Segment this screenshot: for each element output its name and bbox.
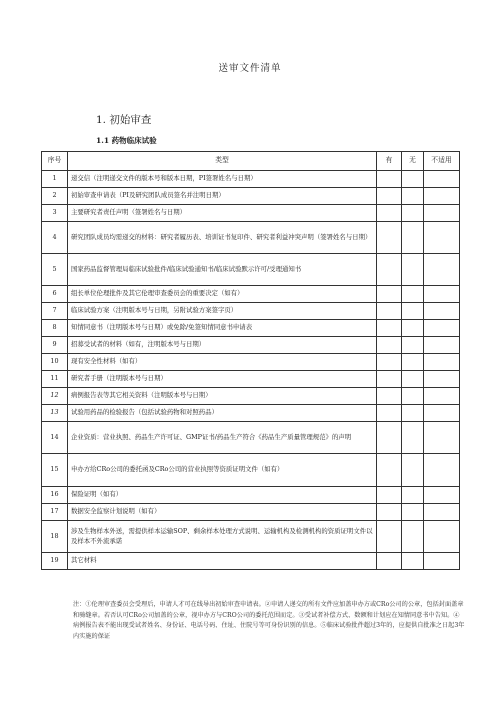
cell-not-applicable[interactable] [424,171,460,188]
row-type: 试验用药品的检验报告（包括试验药物和对照药品） [68,405,377,422]
table-header-row [42,152,460,171]
cell-no[interactable] [402,371,424,388]
cell-yes[interactable] [377,521,402,553]
cell-not-applicable[interactable] [424,320,460,337]
table-row [42,553,460,570]
row-type: 保险证明（如有） [68,487,377,504]
row-type: 现有安全性材料（如有） [68,354,377,371]
cell-yes[interactable] [377,303,402,320]
cell-not-applicable[interactable] [424,286,460,303]
table-row [42,303,460,320]
cell-not-applicable[interactable] [424,388,460,405]
cell-no[interactable] [402,521,424,553]
row-type: 招募受试者的材料（如有，注明版本号与日期） [68,337,377,354]
table-row [42,405,460,422]
header-not-applicable: 不适用 [424,152,460,171]
table-row [42,422,460,454]
cell-no[interactable] [402,303,424,320]
cell-not-applicable[interactable] [424,188,460,205]
header-type: 类型 [68,152,377,171]
cell-not-applicable[interactable] [424,371,460,388]
cell-yes[interactable] [377,504,402,521]
row-type: 涉及生物样本外送，需提供样本运输SOP、剩余样本处理方式说明、运输机构及检测机构的资质证明文件以及样本不外流承诺 [68,521,377,553]
row-number: 6 [42,286,68,303]
cell-not-applicable[interactable] [424,337,460,354]
document-title: 送审文件清单 [218,63,282,74]
row-type: 企业资质：营业执照、药品生产许可证、GMP证书/药品生产符合《药品生产质量管理规范》的声明 [68,422,377,454]
row-type: 申办方给CRo公司的委托函及CRo公司的营业执照等资质证明文件（如有） [68,454,377,487]
row-number: 3 [42,205,68,222]
row-number: 9 [42,337,68,354]
table-row [42,286,460,303]
cell-no[interactable] [402,487,424,504]
cell-yes[interactable] [377,454,402,487]
row-type: 数据安全监察计划说明（如有） [68,504,377,521]
cell-yes[interactable] [377,487,402,504]
table-row [42,254,460,286]
table-row [42,388,460,405]
row-type: 国家药品监督管理局临床试验批件/临床试验通知书/临床试验默示许可/受理通知书 [68,254,377,286]
table-row [42,320,460,337]
cell-not-applicable[interactable] [424,553,460,570]
cell-no[interactable] [402,254,424,286]
header-no-value: 无 [402,152,424,171]
cell-yes[interactable] [377,286,402,303]
table-row [42,504,460,521]
table-row [42,521,460,553]
row-number: 5 [42,254,68,286]
section-heading: 1. 初始审查 [96,114,152,126]
table-row [42,222,460,254]
cell-no[interactable] [402,504,424,521]
table-row [42,371,460,388]
table-row [42,354,460,371]
checklist-table [41,151,460,570]
cell-yes[interactable] [377,205,402,222]
row-number: 13 [42,405,68,422]
cell-no[interactable] [402,422,424,454]
cell-yes[interactable] [377,371,402,388]
header-no: 序号 [42,152,68,171]
cell-yes[interactable] [377,171,402,188]
row-number: 8 [42,320,68,337]
row-type: 主要研究者责任声明（签署姓名与日期） [68,205,377,222]
cell-no[interactable] [402,286,424,303]
row-number: 7 [42,303,68,320]
table-row [42,487,460,504]
cell-no[interactable] [402,337,424,354]
row-type: 研究者手册（注明版本号与日期） [68,371,377,388]
notes: 注：①伦理审查委员会受理后，申请人才可在线导出初始审查申请表。②申请人递交的所有文件应加盖申办方或CRo公司的公章，包括封面盖章和骑缝章。若否认可CRo公司加盖的公章，视申办方与CRO公司的委托范围而定。③受试者补偿方式、数额和计划应在知情同意书中告知。④病例报告表不能出现受试者姓名、身份证、电话号码、住址、住院号等可身份识别的信息。⑤临床试验批件超过3年的，应提供自批准之日起3年内实施的保证 [73,601,465,640]
cell-no[interactable] [402,405,424,422]
row-type: 其它材料 [68,553,377,570]
cell-not-applicable[interactable] [424,422,460,454]
row-number: 14 [42,422,68,454]
cell-yes[interactable] [377,337,402,354]
header-yes: 有 [377,152,402,171]
row-number: 12 [42,388,68,405]
cell-no[interactable] [402,205,424,222]
cell-not-applicable[interactable] [424,205,460,222]
row-type: 临床试验方案（注明版本号与日期，另附试验方案签字页） [68,303,377,320]
cell-yes[interactable] [377,405,402,422]
cell-yes[interactable] [377,553,402,570]
cell-not-applicable[interactable] [424,487,460,504]
table-row [42,337,460,354]
row-number: 11 [42,371,68,388]
row-number: 15 [42,454,68,487]
row-number: 16 [42,487,68,504]
cell-not-applicable[interactable] [424,521,460,553]
cell-not-applicable[interactable] [424,254,460,286]
row-type: 知情同意书（注明版本号与日期）或免除/免签知情同意书申请表 [68,320,377,337]
cell-not-applicable[interactable] [424,405,460,422]
cell-not-applicable[interactable] [424,354,460,371]
cell-yes[interactable] [377,388,402,405]
row-type: 递交信（注明递交文件的版本号和版本日期，PI签署姓名与日期） [68,171,377,188]
cell-no[interactable] [402,553,424,570]
cell-not-applicable[interactable] [424,504,460,521]
sub-heading: 1.1 药物临床试验 [96,136,157,145]
row-number: 10 [42,354,68,371]
row-type: 初始审查申请表（PI及研究团队成员签名并注明日期） [68,188,377,205]
row-number: 1 [42,171,68,188]
row-number: 4 [42,222,68,254]
cell-yes[interactable] [377,422,402,454]
table-row [42,454,460,487]
cell-not-applicable[interactable] [424,222,460,254]
row-type: 病例报告表等其它相关资料（注明版本号与日期） [68,388,377,405]
cell-no[interactable] [402,354,424,371]
row-number: 19 [42,553,68,570]
row-type: 组长单位伦理批件及其它伦理审查委员会的重要决定（如有） [68,286,377,303]
cell-not-applicable[interactable] [424,303,460,320]
cell-not-applicable[interactable] [424,454,460,487]
cell-no[interactable] [402,188,424,205]
cell-yes[interactable] [377,354,402,371]
cell-yes[interactable] [377,320,402,337]
row-number: 18 [42,521,68,553]
cell-no[interactable] [402,222,424,254]
cell-no[interactable] [402,388,424,405]
cell-no[interactable] [402,454,424,487]
cell-yes[interactable] [377,188,402,205]
table-row [42,188,460,205]
row-number: 17 [42,504,68,521]
cell-no[interactable] [402,171,424,188]
table-row [42,205,460,222]
cell-yes[interactable] [377,222,402,254]
row-number: 2 [42,188,68,205]
row-type: 研究团队成员均需递交的材料：研究者履历表、培训证书复印件、研究者利益冲突声明（签署姓名与日期） [68,222,377,254]
table-row [42,171,460,188]
cell-no[interactable] [402,320,424,337]
cell-yes[interactable] [377,254,402,286]
